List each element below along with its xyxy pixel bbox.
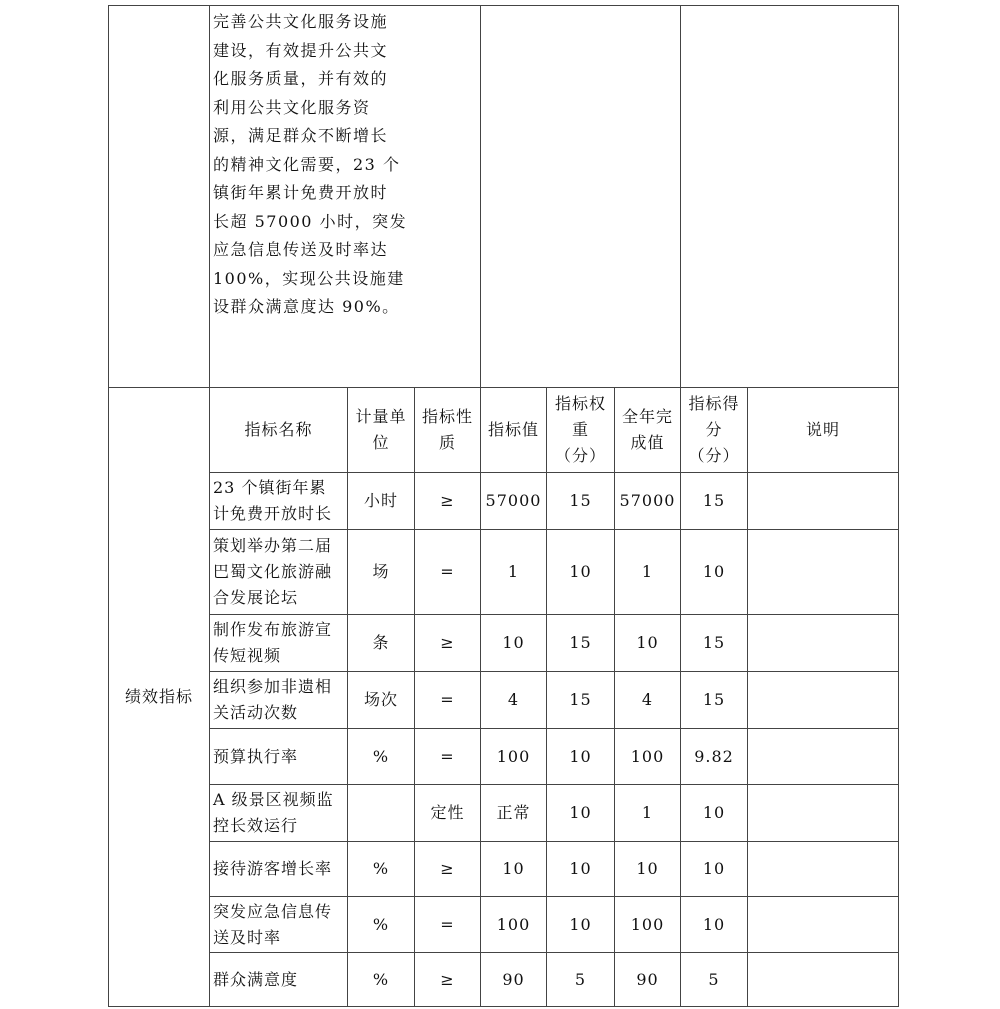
row-value: 10	[481, 842, 547, 897]
row-weight: 10	[547, 729, 615, 785]
header-value: 指标值	[481, 388, 547, 473]
table-row	[109, 842, 899, 897]
row-score: 10	[681, 785, 748, 842]
row-score: 15	[681, 473, 748, 530]
row-note	[748, 615, 899, 672]
row-name: 组织参加非遗相 关活动次数	[210, 672, 348, 729]
row-name: 制作发布旅游宣 传短视频	[210, 615, 348, 672]
header-note: 说明	[748, 388, 899, 473]
row-unit: 条	[348, 615, 415, 672]
row-weight: 10	[547, 842, 615, 897]
row-note	[748, 897, 899, 953]
row-name: 接待游客增长率	[210, 842, 348, 897]
row-name: 群众满意度	[210, 953, 348, 1007]
row-weight: 15	[547, 615, 615, 672]
row-unit: %	[348, 729, 415, 785]
row-score: 10	[681, 842, 748, 897]
row-completed: 4	[615, 672, 681, 729]
row-nature: =	[415, 729, 481, 785]
table-row	[109, 530, 899, 615]
row-weight: 15	[547, 473, 615, 530]
row-unit	[348, 785, 415, 842]
table-row	[109, 615, 899, 672]
row-weight: 10	[547, 530, 615, 615]
row-note	[748, 530, 899, 615]
row-weight: 5	[547, 953, 615, 1007]
row-nature: ≥	[415, 842, 481, 897]
performance-table	[108, 5, 899, 1007]
row-note	[748, 953, 899, 1007]
row-completed: 100	[615, 897, 681, 953]
row-note	[748, 842, 899, 897]
row-score: 9.82	[681, 729, 748, 785]
table-row	[109, 672, 899, 729]
row-unit: 场次	[348, 672, 415, 729]
row-nature: =	[415, 672, 481, 729]
row-score: 10	[681, 530, 748, 615]
row-value: 1	[481, 530, 547, 615]
row-unit: %	[348, 842, 415, 897]
row-completed: 100	[615, 729, 681, 785]
row-note	[748, 785, 899, 842]
row-unit: 场	[348, 530, 415, 615]
row-name: 策划举办第二届 巴蜀文化旅游融 合发展论坛	[210, 530, 348, 615]
row-name: A 级景区视频监 控长效运行	[210, 785, 348, 842]
row-name: 23 个镇街年累 计免费开放时长	[210, 473, 348, 530]
header-row	[109, 388, 899, 473]
row-nature: =	[415, 897, 481, 953]
section-label-cell	[109, 388, 210, 1007]
row-weight: 10	[547, 897, 615, 953]
header-weight: 指标权 重 （分）	[547, 388, 615, 473]
row-completed: 1	[615, 530, 681, 615]
header-name: 指标名称	[210, 388, 348, 473]
row-unit: 小时	[348, 473, 415, 530]
header-completed: 全年完 成值	[615, 388, 681, 473]
row-value: 57000	[481, 473, 547, 530]
row-name: 突发应急信息传 送及时率	[210, 897, 348, 953]
table-row	[109, 953, 899, 1007]
row-value: 100	[481, 897, 547, 953]
table-row	[109, 785, 899, 842]
row-completed: 10	[615, 842, 681, 897]
goal-row	[109, 6, 899, 388]
row-score: 5	[681, 953, 748, 1007]
section-label: 绩效指标	[124, 687, 193, 706]
row-completed: 90	[615, 953, 681, 1007]
row-nature: =	[415, 530, 481, 615]
performance-table-wrapper	[108, 5, 899, 1007]
goal-label-cell	[109, 6, 210, 388]
row-nature: ≥	[415, 615, 481, 672]
row-weight: 15	[547, 672, 615, 729]
row-weight: 10	[547, 785, 615, 842]
row-completed: 10	[615, 615, 681, 672]
row-nature: ≥	[415, 953, 481, 1007]
row-score: 15	[681, 672, 748, 729]
row-value: 10	[481, 615, 547, 672]
row-unit: %	[348, 897, 415, 953]
goal-empty-cell-2	[681, 6, 899, 388]
row-completed: 1	[615, 785, 681, 842]
table-row	[109, 897, 899, 953]
row-value: 4	[481, 672, 547, 729]
row-note	[748, 473, 899, 530]
row-value: 正常	[481, 785, 547, 842]
header-nature: 指标性 质	[415, 388, 481, 473]
row-score: 15	[681, 615, 748, 672]
row-score: 10	[681, 897, 748, 953]
row-nature: ≥	[415, 473, 481, 530]
goal-text: 完善公共文化服务设施 建设，有效提升公共文 化服务质量，并有效的 利用公共文化服务资 源，满足群众不断增长 的精神文化需要，23 个 镇街年累计免费开放时 长超 57000 小时，突发 应急信息传送及时率达 100%，实现公共设施建 设群众满意度达 90%。	[213, 12, 408, 316]
header-unit: 计量单 位	[348, 388, 415, 473]
row-completed: 57000	[615, 473, 681, 530]
row-nature: 定性	[415, 785, 481, 842]
table-row	[109, 729, 899, 785]
table-row	[109, 473, 899, 530]
goal-empty-cell-1	[481, 6, 681, 388]
header-score: 指标得 分 （分）	[681, 388, 748, 473]
goal-text-cell	[210, 6, 481, 388]
row-note	[748, 729, 899, 785]
row-value: 90	[481, 953, 547, 1007]
row-value: 100	[481, 729, 547, 785]
row-note	[748, 672, 899, 729]
row-name: 预算执行率	[210, 729, 348, 785]
row-unit: %	[348, 953, 415, 1007]
